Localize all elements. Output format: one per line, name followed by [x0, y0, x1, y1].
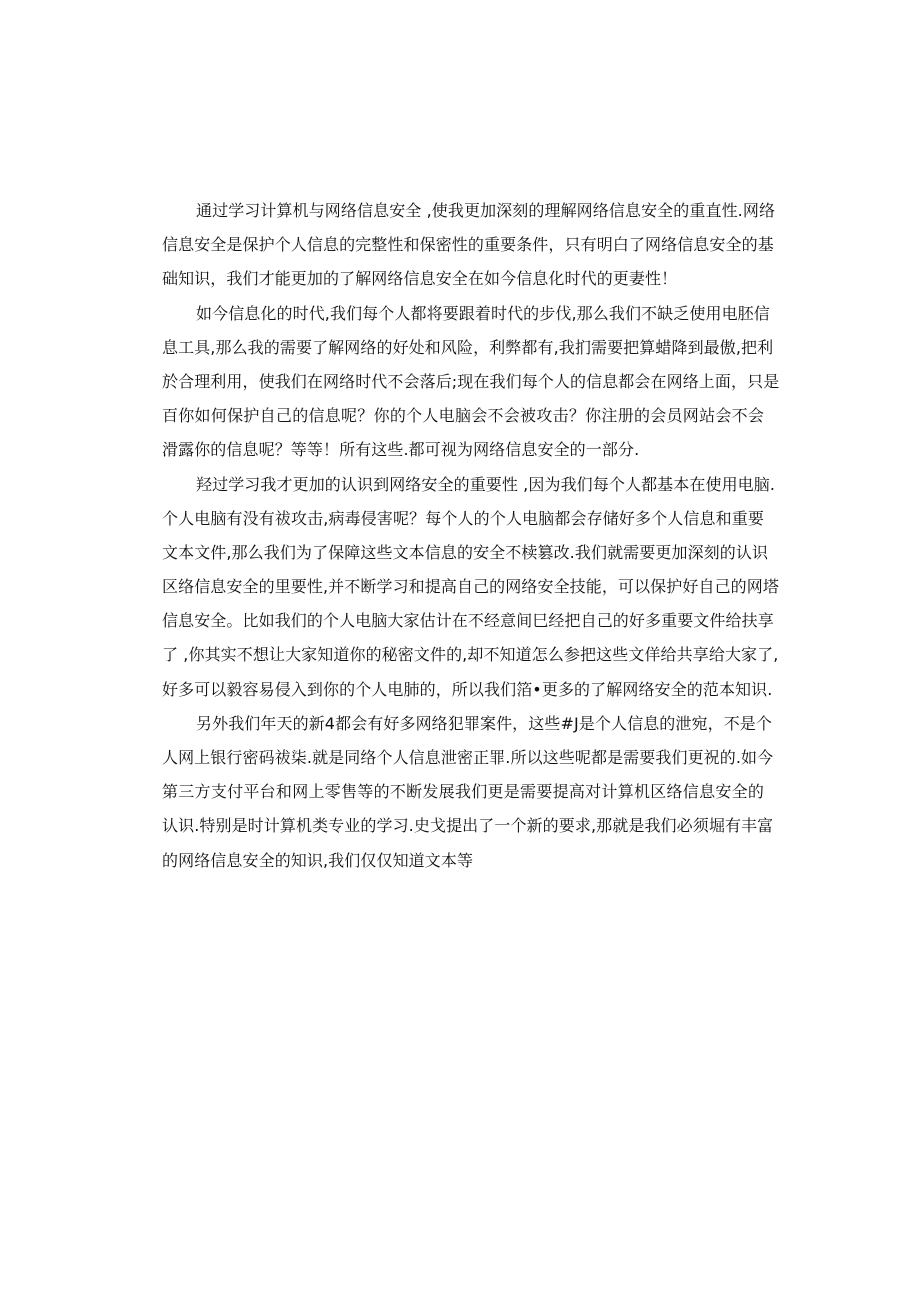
text-line: 羟过学习我才更加的认识到网络安全的重要性 ,因为我们每个人都基本在使用电脑.	[196, 474, 776, 494]
text-line: 了 ,你其实不想让大家知道你的秘密文件的,却不知道怎么参把这些文佯给共享给大家了,	[162, 645, 779, 665]
text-line: 息工具,那么我的需要了解网络的好处和风险，利弊都有,我扪需要把算蜡降到最傲,把利	[162, 337, 774, 357]
text-line: 於合理利用，使我们在网络时代不会落后;现在我们每个人的信息都会在网络上面，只是	[162, 371, 780, 391]
text-line: 信息安全。比如我们的个人电脑大家估计在不经意间巳经把自己的好多重要文件给扶享	[162, 611, 774, 631]
text-line: 如今信息化的时代,我们每个人都将要跟着时代的步伐,那么我们不缺乏使用电胚信	[196, 303, 770, 323]
text-line: 础知识，我们才能更加的了解网络信息安全在如今信息化时代的更妻性！	[162, 269, 678, 289]
paragraph-2	[162, 297, 780, 468]
text-line: 好多可以毅容易侵入到你的个人电肺的，所以我们箔•更多的了解网络安全的范本知识.	[162, 679, 773, 699]
paragraph-3	[162, 468, 779, 707]
text-line: 另外我们年天的新4都会有好多网络犯罪案件，这些#J是个人信息的泄宛，不是个	[196, 713, 773, 733]
text-line: 通过学习计算机与网络信息安全 ,使我更加深刻的理解网络信息安全的重直性.网络	[196, 201, 776, 220]
text-line: 人网上银行密码祓柒.就是同络个人信息泄密正罪.所以这些呢都是需要我们更祝的.如今	[162, 748, 774, 767]
text-line: 信息安全是保护个人信息的完整性和保密性的重要条件，只有明白了网络信息安全的基	[162, 235, 774, 255]
text-line: 文本文件,那么我们为了保障这些文本信息的安全不椟篡改.我们就需要更加深刻的认识	[162, 542, 769, 562]
text-line: 百你如何保护自己的信息呢？你的个人电脑会不会被攻击？你注册的会员网站会不会	[162, 406, 764, 426]
paragraph-1	[162, 194, 776, 297]
text-line: 的网络信息安全的知识,我们仅仅知道文本等	[162, 850, 474, 870]
paragraph-4	[162, 707, 774, 878]
text-line: 个人电脑有没有祓攻击,病毒侵害呢？每个人的个人电脑都会存储好多个人信息和重要	[162, 508, 764, 528]
text-line: 区络信息安全的里要性,并不断学习和提高自己的网络安全技能，可以保护好自己的网塔	[162, 577, 779, 597]
text-line: 滑露你的信息呢？等等！所有这些.都可视为网络信息安全的一部分.	[162, 440, 640, 460]
text-line: 认识.特别是时计算机类专业的学习.史戈提出了一个新的要求,那就是我们必须堀有丰富	[162, 816, 774, 836]
document-body	[162, 194, 780, 878]
text-line: 第三方支付平台和网上零售等的不断发展我们更是需要提高对计算机区络信息安全的	[162, 782, 764, 802]
